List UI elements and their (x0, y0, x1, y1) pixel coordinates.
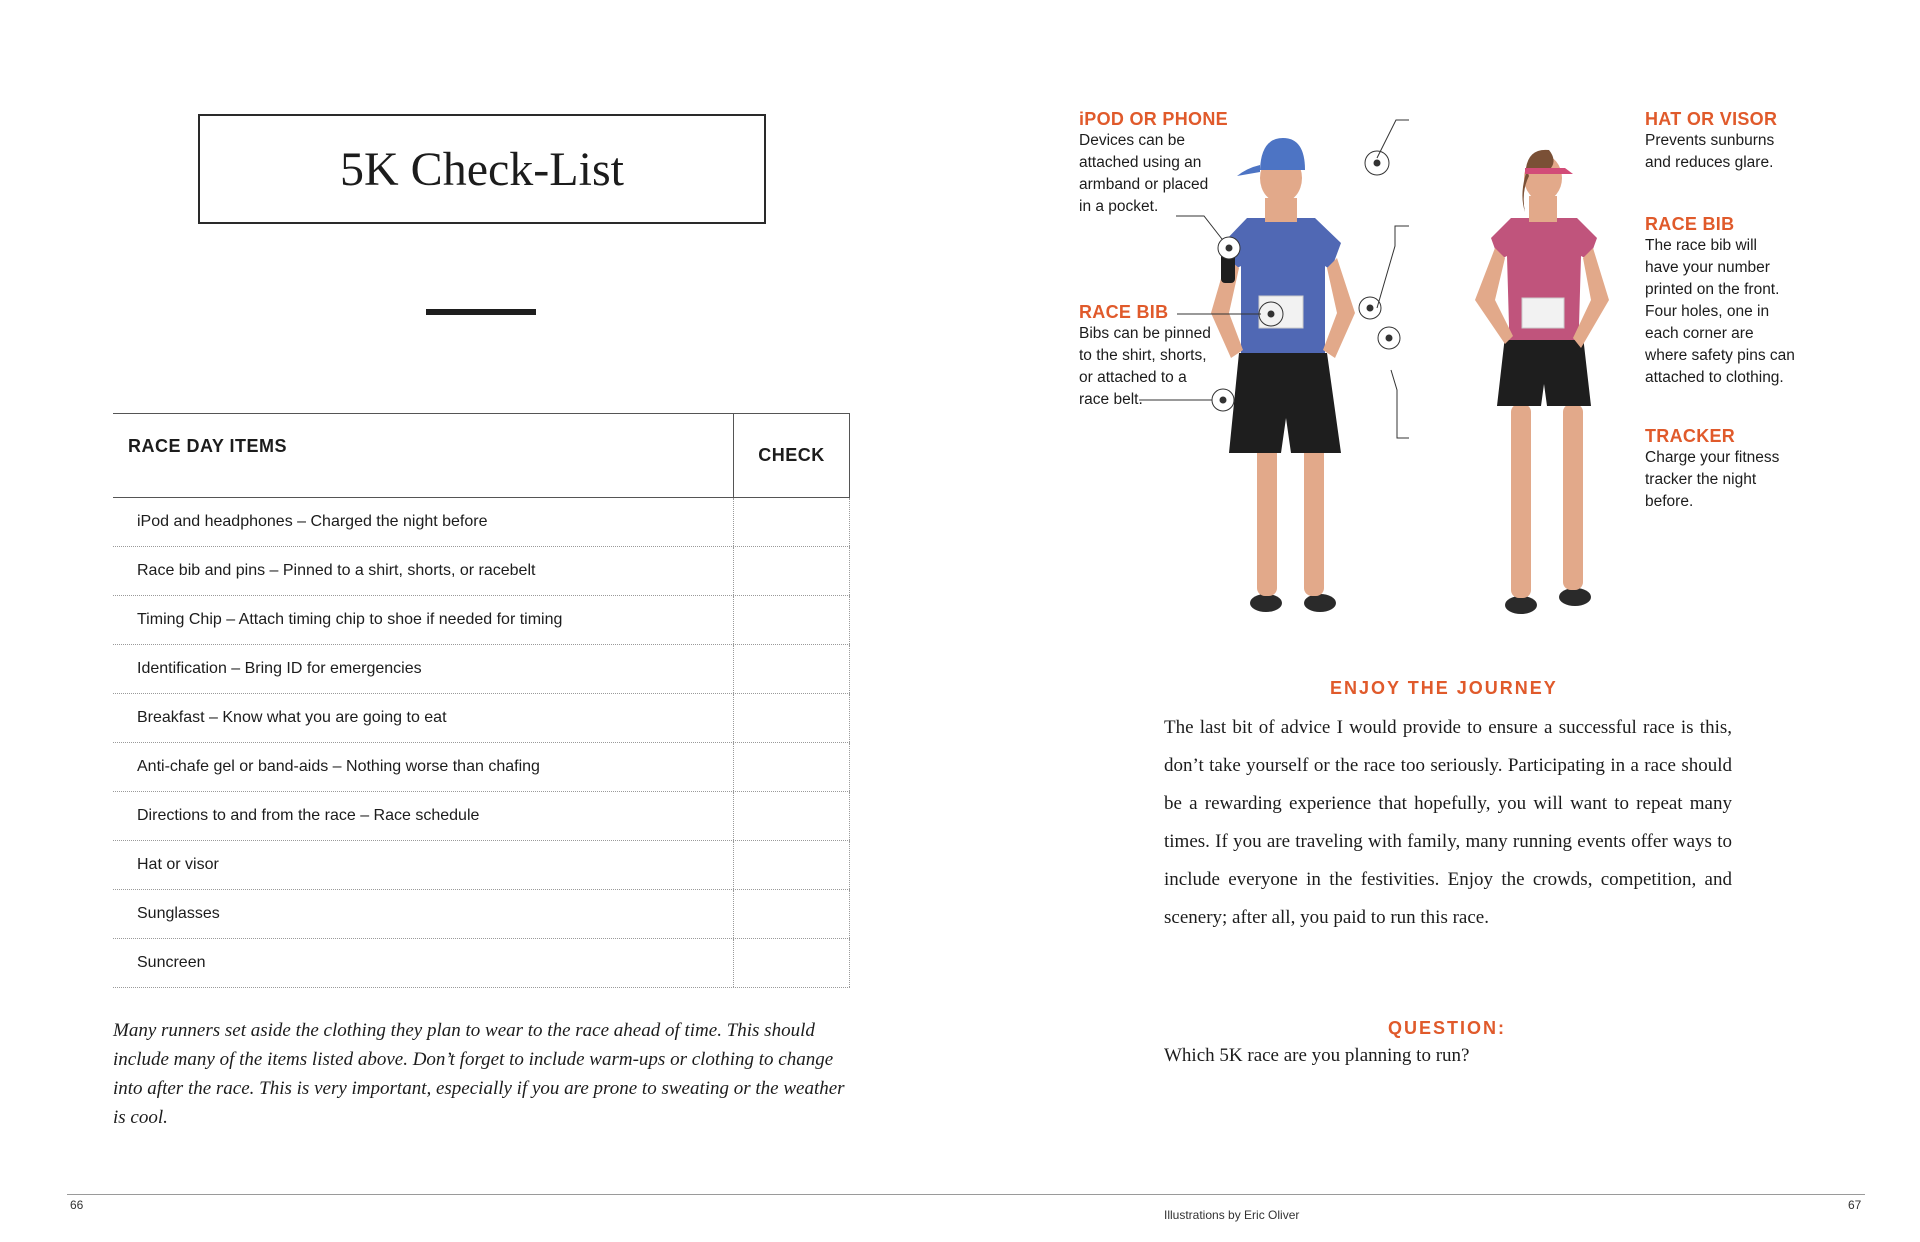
female-runner (1475, 150, 1609, 614)
page-number-left: 66 (70, 1198, 84, 1212)
checklist-row (113, 498, 850, 547)
callout-line: Prevents sunburns (1645, 132, 1775, 149)
runner-illustration (1079, 108, 1839, 628)
checklist-item: Anti-chafe gel or band-aids – Nothing worse than chafing (137, 758, 540, 775)
callout-line: and reduces glare. (1645, 154, 1774, 171)
checklist-item: Suncreen (137, 954, 206, 971)
check-cell[interactable] (733, 694, 850, 742)
race-bib (1522, 298, 1564, 328)
question-title: QUESTION: (1388, 1018, 1507, 1038)
checklist-item: Race bib and pins – Pinned to a shirt, shorts, or racebelt (137, 562, 536, 579)
callout-heading: iPOD OR PHONE (1079, 109, 1228, 129)
callout-line: Four holes, one in (1645, 303, 1770, 320)
question-text: Which 5K race are you planning to run? (1164, 1045, 1470, 1066)
callout-line: armband or placed (1079, 176, 1209, 193)
shoe (1559, 588, 1591, 606)
checklist-item: Timing Chip – Attach timing chip to shoe if needed for timing (137, 611, 563, 628)
check-cell[interactable] (733, 939, 850, 987)
checklist-item: Breakfast – Know what you are going to eat (137, 709, 447, 726)
checklist-table (113, 413, 850, 988)
checklist-row (113, 645, 850, 694)
callout-ipod (1079, 108, 1228, 218)
check-cell[interactable] (733, 498, 850, 546)
callout-line: each corner are (1645, 325, 1754, 342)
checklist-row (113, 743, 850, 792)
title-divider (426, 309, 536, 315)
illustration-credit: Illustrations by Eric Oliver (1164, 1208, 1300, 1222)
page-number-right: 67 (1848, 1198, 1862, 1212)
callout-line: in a pocket. (1079, 198, 1159, 215)
callout-line: before. (1645, 493, 1694, 510)
callout-heading: RACE BIB (1645, 214, 1735, 234)
checklist-item: Identification – Bring ID for emergencies (137, 660, 422, 677)
title-box (198, 114, 766, 224)
callout-line: race belt. (1079, 391, 1143, 408)
callout-hat (1645, 108, 1777, 174)
checklist-item: Sunglasses (137, 905, 220, 922)
checklist-row (113, 547, 850, 596)
shorts (1497, 336, 1591, 406)
callout-line: printed on the front. (1645, 281, 1780, 298)
checklist-row (113, 792, 850, 841)
shoe (1250, 594, 1282, 612)
callout-line: attached to clothing. (1645, 369, 1784, 386)
check-cell[interactable] (733, 645, 850, 693)
callout-line: Bibs can be pinned (1079, 325, 1211, 342)
shoe (1505, 596, 1537, 614)
check-cell[interactable] (733, 547, 850, 595)
shoe (1304, 594, 1336, 612)
callout-heading: HAT OR VISOR (1645, 109, 1778, 129)
callout-line: tracker the night (1645, 471, 1757, 488)
callout-line: or attached to a (1079, 369, 1187, 386)
checklist-header (113, 413, 850, 498)
callout-heading: TRACKER (1645, 426, 1736, 446)
checklist-row (113, 890, 850, 939)
visor (1525, 168, 1573, 174)
callout-line: Charge your fitness (1645, 449, 1780, 466)
checklist-item: Directions to and from the race – Race schedule (137, 807, 480, 824)
checklist-row (113, 694, 850, 743)
callout-race-bib-right (1645, 213, 1795, 389)
checklist-row (113, 596, 850, 645)
footer-rule (67, 1194, 1865, 1195)
journey-title: ENJOY THE JOURNEY (1330, 678, 1558, 698)
cap (1260, 138, 1305, 170)
header-race-day-items: RACE DAY ITEMS (128, 436, 288, 456)
callout-line: The race bib will (1645, 237, 1757, 254)
clothing-note: Many runners set aside the clothing they plan to wear to the race ahead of time. This should include many of the items listed above. Don’t forget to include warm-ups or clothing to change into after the race. This is very important, especially if you are prone to sweating or the weather is cool. (113, 1020, 845, 1128)
checklist-item: Hat or visor (137, 856, 219, 873)
journey-paragraph: The last bit of advice I would provide to ensure a successful race is this, don’t take yourself or the race too seriously. Participating in a race should be a rewarding experience that hopefully, you will want to repeat many times. If you are traveling with family, many running events offer ways to include everyone in the festivities. Enjoy the crowds, competition, and scenery; after all, you paid to run this race. (1164, 717, 1732, 928)
callout-line: to the shirt, shorts, (1079, 347, 1207, 364)
race-bib (1259, 296, 1303, 328)
callout-line: where safety pins can (1645, 347, 1795, 364)
callout-tracker (1645, 425, 1779, 513)
check-cell[interactable] (733, 841, 850, 889)
callout-line: have your number (1645, 259, 1770, 276)
check-cell[interactable] (733, 743, 850, 791)
check-cell[interactable] (733, 792, 850, 840)
check-cell[interactable] (733, 596, 850, 644)
male-runner (1211, 138, 1355, 612)
header-check: CHECK (733, 414, 850, 497)
checklist-row (113, 841, 850, 890)
page-title: 5K Check-List (340, 142, 624, 196)
shorts (1229, 353, 1341, 453)
checklist-item: iPod and headphones – Charged the night before (137, 513, 488, 530)
shirt (1223, 218, 1341, 353)
checklist-row (113, 939, 850, 988)
callout-line: attached using an (1079, 154, 1202, 171)
callout-race-bib-left (1079, 301, 1211, 411)
callout-heading: RACE BIB (1079, 302, 1169, 322)
callout-line: Devices can be (1079, 132, 1185, 149)
check-cell[interactable] (733, 890, 850, 938)
